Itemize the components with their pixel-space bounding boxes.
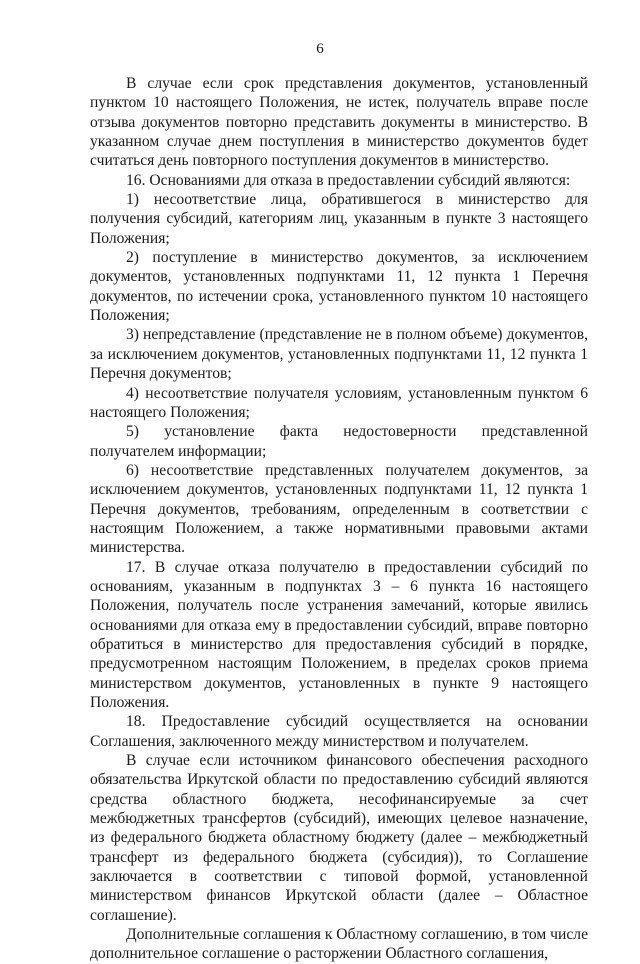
page-number: 6 [316,41,324,57]
list-item-16-2: 2) поступление в министерство документов, за исключением документов, установленных подпунктами 11, 12 пункта 1 Перечня документов, по истечении срока, установленного пунктом 10 настоящего Положения; [90,249,588,325]
paragraph-funding-source: В случае если источником финансового обеспечения расходного обязательства Иркутской области по предоставлению субсидий являются средства областного бюджета, несофинансируемые за счет межбюджетных трансфертов (субсидий), имеющих целевое назначение, из федерального бюджета областному бюджету (далее – межбюджетный трансферт из федерального бюджета (субсидия)), то Соглашение заключается в соответствии с типовой формой, установленной министерством финансов Иркутской области (далее – Областное соглашение). [90,752,588,924]
list-item-16-3: 3) непредставление (представление не в полном объеме) документов, за исключением документов, установленных подпунктами 11, 12 пункта 1 Перечня документов; [90,326,588,383]
paragraph-18: 18. Предоставление субсидий осуществляется на основании Соглашения, заключенного между министерством и получателем. [90,713,588,750]
paragraph-16-heading: 16. Основаниями для отказа в предоставлении субсидий являются: [126,171,571,189]
paragraph-resubmission: В случае если срок представления документов, установленный пунктом 10 настоящего Положения, не истек, получатель вправе после отзыва документов повторно представить документы в министерство. В указанном случае днем поступления в министерство документов будет считаться день повторного поступления документов в министерство. [90,75,588,170]
document-body [90,74,588,964]
paragraph-additional-agreements: Дополнительные соглашения к Областному соглашению, в том числе дополнительное соглашение о расторжении Областного соглашения, [90,926,588,963]
paragraph-17: 17. В случае отказа получателю в предоставлении субсидий по основаниям, указанным в подпунктах 3 – 6 пункта 16 настоящего Положения, получатель после устранения замечаний, которые явились основаниями для отказа ему в предоставлении субсидий, вправе повторно обратиться в министерство для предоставления субсидий в порядке, предусмотренном настоящим Положением, в пределах сроков приема министерством документов, установленных в пункте 9 настоящего Положения. [90,558,588,711]
list-item-16-1: 1) несоответствие лица, обратившегося в министерство для получения субсидий, категориям лиц, указанным в пункте 3 настоящего Положения; [90,191,588,247]
list-item-16-5: 5) установление факта недостоверности представленной получателем информации; [90,423,588,460]
list-item-16-6: 6) несоответствие представленных получателем документов, за исключением документов, установленных подпунктами 11, 12 пункта 1 Перечня документов, требованиям, определенным в соответствии с настоящим Положением, а также нормативными правовыми актами министерства. [90,461,588,557]
list-item-16-4: 4) несоответствие получателя условиям, установленным пунктом 6 настоящего Положения; [90,384,588,421]
